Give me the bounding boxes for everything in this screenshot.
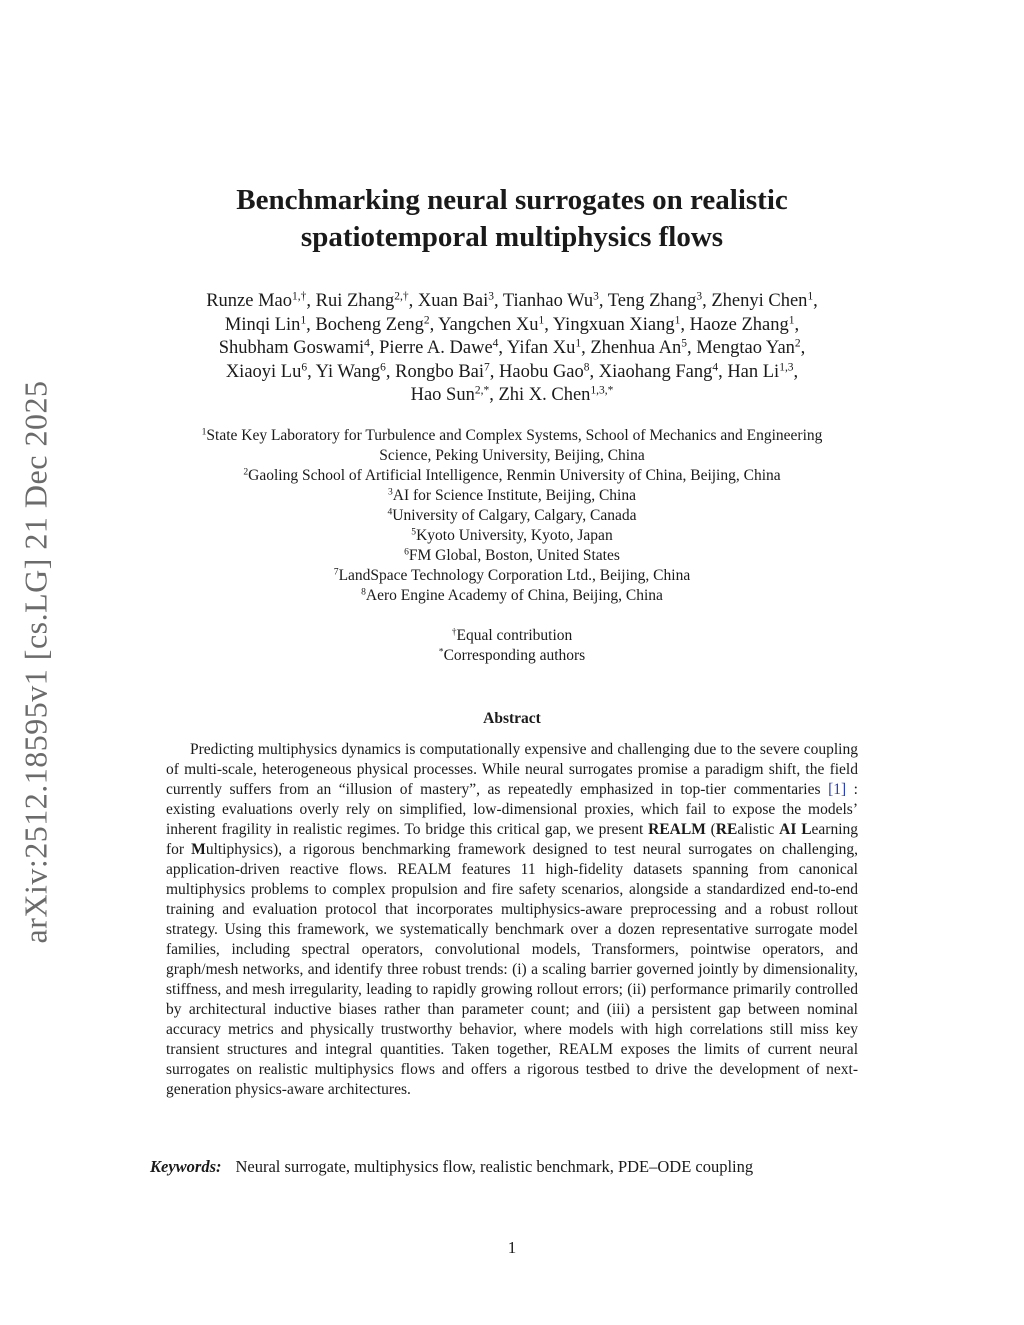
expansion-alistic: alistic xyxy=(737,821,780,838)
author-sep: , xyxy=(813,291,818,311)
affiliation-text: State Key Laboratory for Turbulence and Complex Systems, School of Mechanics and Engineering xyxy=(206,427,823,444)
author-mark: 3 xyxy=(593,290,599,303)
affiliation-mark: 8 xyxy=(361,586,366,598)
author-name: Xiaohang Fang xyxy=(598,361,713,382)
author-mark: 3 xyxy=(488,290,494,303)
affiliation-mark: 4 xyxy=(387,506,393,518)
author-mark: 3 xyxy=(696,290,703,303)
author-mark: 1 xyxy=(575,337,582,350)
author-sep: , xyxy=(429,314,439,335)
author-name: Han Li xyxy=(727,361,780,382)
affiliation-3 xyxy=(130,486,894,506)
author-name: Hao Sun xyxy=(410,385,475,406)
author-mark: 1,† xyxy=(292,290,307,303)
affiliation-1 xyxy=(130,426,894,446)
author-mark: 4 xyxy=(364,337,370,350)
paper-title xyxy=(150,182,874,256)
author-line xyxy=(130,361,894,385)
keywords-line xyxy=(150,1157,890,1177)
affiliation-mark: 3 xyxy=(387,486,393,498)
author-name: Yifan Xu xyxy=(506,338,576,359)
affiliation-text: LandSpace Technology Corporation Ltd., Beijing, China xyxy=(338,567,691,584)
author-mark: 4 xyxy=(712,361,719,374)
affiliation-1-cont: Science, Peking University, Beijing, China xyxy=(379,447,645,464)
author-sep: , xyxy=(702,291,712,311)
keywords-label: Keywords: xyxy=(150,1157,222,1176)
author-mark: 1 xyxy=(300,314,307,327)
author-name: Teng Zhang xyxy=(607,291,697,311)
author-name: Yangchen Xu xyxy=(438,314,539,335)
author-mark: 2,* xyxy=(474,385,490,398)
author-notes xyxy=(130,626,894,666)
author-sep: , xyxy=(598,291,608,311)
author-mark: 1,3,* xyxy=(590,385,614,398)
author-name: Bocheng Zeng xyxy=(315,314,424,335)
corresponding-authors-text: Corresponding authors xyxy=(443,647,586,664)
abstract-heading: Abstract xyxy=(483,710,541,727)
affiliation-text: University of Calgary, Calgary, Canada xyxy=(392,507,637,524)
affiliation-mark: 5 xyxy=(411,526,417,538)
author-mark: 2 xyxy=(423,314,430,327)
abstract-text-2: : existing evaluations overly rely on simplified, low-dimensional proxies, which fail to expose the models’ inherent fragility in realistic regimes. To bridge this critical gap, we present xyxy=(166,781,858,838)
abstract-text-1: Predicting multiphysics dynamics is computationally expensive and challenging due to the severe coupling of multi-scale, heterogeneous physical processes. While neural surrogates promise a paradigm shift, the field currently suffers from an “illusion of mastery”, as repeatedly emphasized in top-tier commentaries xyxy=(166,741,858,798)
expansion-l: L xyxy=(801,821,812,838)
author-name: Haobu Gao xyxy=(499,361,584,382)
author-name: Yi Wang xyxy=(315,361,381,382)
affiliation-mark: 2 xyxy=(243,466,249,478)
author-sep: , xyxy=(793,361,799,382)
author-sep: , xyxy=(385,361,396,382)
author-sep: , xyxy=(589,361,599,382)
author-name: Minqi Lin xyxy=(224,314,301,335)
author-sep: , xyxy=(489,361,499,382)
affiliation-text: Aero Engine Academy of China, Beijing, China xyxy=(365,587,663,604)
asterisk-mark: * xyxy=(438,646,444,658)
author-line xyxy=(130,314,894,338)
page-number: 1 xyxy=(507,1238,517,1257)
author-mark: 1 xyxy=(538,314,545,327)
equal-contribution-text: Equal contribution xyxy=(456,627,573,644)
author-sep: , xyxy=(306,314,316,335)
expansion-ai: AI xyxy=(779,821,797,838)
affiliation-text: Gaoling School of Artificial Intelligence, Renmin University of China, Beijing, China xyxy=(248,467,781,484)
expansion-earning: earning for xyxy=(166,821,859,858)
author-mark: 7 xyxy=(484,361,490,374)
author-sep: , xyxy=(680,314,690,335)
author-sep: , xyxy=(718,361,728,382)
affiliation-list xyxy=(130,426,894,606)
author-name: Rui Zhang xyxy=(315,291,395,311)
arxiv-identifier: arXiv:2512.18595v1 [cs.LG] 21 Dec 2025 xyxy=(17,380,54,944)
author-name: Pierre A. Dawe xyxy=(379,338,493,359)
author-sep: , xyxy=(408,291,418,311)
author-name: Xiaoyi Lu xyxy=(225,361,302,382)
author-line xyxy=(130,290,894,314)
affiliation-4 xyxy=(130,506,894,526)
author-mark: 8 xyxy=(583,361,590,374)
author-name: Zhenyi Chen xyxy=(711,291,808,311)
author-name: Runze Mao xyxy=(206,291,293,311)
affiliation-text: AI for Science Institute, Beijing, China xyxy=(392,487,636,504)
author-mark: 4 xyxy=(492,337,499,350)
affiliation-2 xyxy=(130,466,894,486)
author-mark: 1 xyxy=(807,290,814,303)
author-sep: , xyxy=(686,338,697,359)
author-sep: , xyxy=(307,361,316,382)
affiliation-mark: 1 xyxy=(201,426,207,438)
author-name: Mengtao Yan xyxy=(696,338,795,359)
keywords-text: Neural surrogate, multiphysics flow, realistic benchmark, PDE–ODE coupling xyxy=(235,1157,754,1176)
affiliation-6 xyxy=(130,546,894,566)
author-mark: 2,† xyxy=(394,290,409,303)
author-mark: 1,3 xyxy=(779,361,794,374)
author-sep: , xyxy=(306,291,316,311)
author-mark: 5 xyxy=(681,337,687,350)
corresponding-authors-note xyxy=(130,646,894,666)
affiliation-8 xyxy=(130,586,894,606)
author-sep: , xyxy=(493,291,503,311)
author-mark: 1 xyxy=(788,314,795,327)
citation-link[interactable]: [1] xyxy=(828,781,847,798)
equal-contribution-note xyxy=(130,626,894,646)
dagger-mark: † xyxy=(451,626,457,638)
author-line xyxy=(130,337,894,361)
affiliation-5 xyxy=(130,526,894,546)
realm-name: REALM xyxy=(648,821,706,838)
author-mark: 6 xyxy=(301,361,308,374)
author-sep: , xyxy=(498,338,507,359)
author-name: Xuan Bai xyxy=(417,291,489,311)
author-name: Rongbo Bai xyxy=(395,361,485,382)
author-name: Shubham Goswami xyxy=(218,338,365,359)
author-mark: 1 xyxy=(674,314,681,327)
affiliation-mark: 6 xyxy=(404,546,409,558)
abstract-body xyxy=(166,740,858,1100)
author-sep: , xyxy=(544,314,553,335)
author-name: Yingxuan Xiang xyxy=(552,314,675,335)
author-sep: , xyxy=(369,338,380,359)
author-line xyxy=(130,384,894,408)
expansion-open: ( xyxy=(705,821,716,838)
expansion-re: RE xyxy=(715,821,738,838)
affiliation-7 xyxy=(130,566,894,586)
affiliation-text: Kyoto University, Kyoto, Japan xyxy=(416,527,613,544)
author-name: Tianhao Wu xyxy=(502,291,594,311)
title-line-2: spatiotemporal multiphysics flows xyxy=(300,221,724,253)
author-list xyxy=(130,290,894,408)
author-sep: , xyxy=(794,314,800,335)
author-sep: , xyxy=(489,385,499,406)
author-name: Zhi X. Chen xyxy=(498,385,591,406)
affiliation-mark: 7 xyxy=(333,566,339,578)
author-sep: , xyxy=(581,338,591,359)
title-line-1: Benchmarking neural surrogates on realistic xyxy=(236,184,788,216)
expansion-m: M xyxy=(191,841,206,858)
author-mark: 6 xyxy=(380,361,386,374)
affiliation-text: FM Global, Boston, United States xyxy=(408,547,620,564)
author-name: Haoze Zhang xyxy=(689,314,789,335)
author-sep: , xyxy=(800,338,806,359)
author-name: Zhenhua An xyxy=(590,338,682,359)
author-mark: 2 xyxy=(794,337,801,350)
abstract-text-3: ultiphysics), a rigorous benchmarking framework designed to test neural surrogates on challenging, application-driven reactive flows. REALM features 11 high-fidelity datasets spanning from canonical multiphysics problems to complex propulsion and fire safety scenarios, alongside a standardized end-to-end training and evaluation protocol that incorporates multiphysics-aware preprocessing and a robust rollout strategy. Using this framework, we systematically benchmark over a dozen representative surrogate model families, including spectral operators, convolutional models, Transformers, pointwise operators, and graph/mesh networks, and identify three robust trends: (i) a scaling barrier governed jointly by dimensionality, stiffness, and mesh irregularity, leading to rapidly growing rollout errors; (ii) performance primarily controlled by architectural inductive biases rather than parameter count; and (iii) a persistent gap between nominal accuracy metrics and physically trustworthy behavior, where models with high correlations still miss key transient structures and integral quantities. Taken together, REALM exposes the limits of current neural surrogates on realistic multiphysics flows and offers a rigorous testbed to drive the development of next-generation physics-aware architectures. xyxy=(166,841,858,1098)
